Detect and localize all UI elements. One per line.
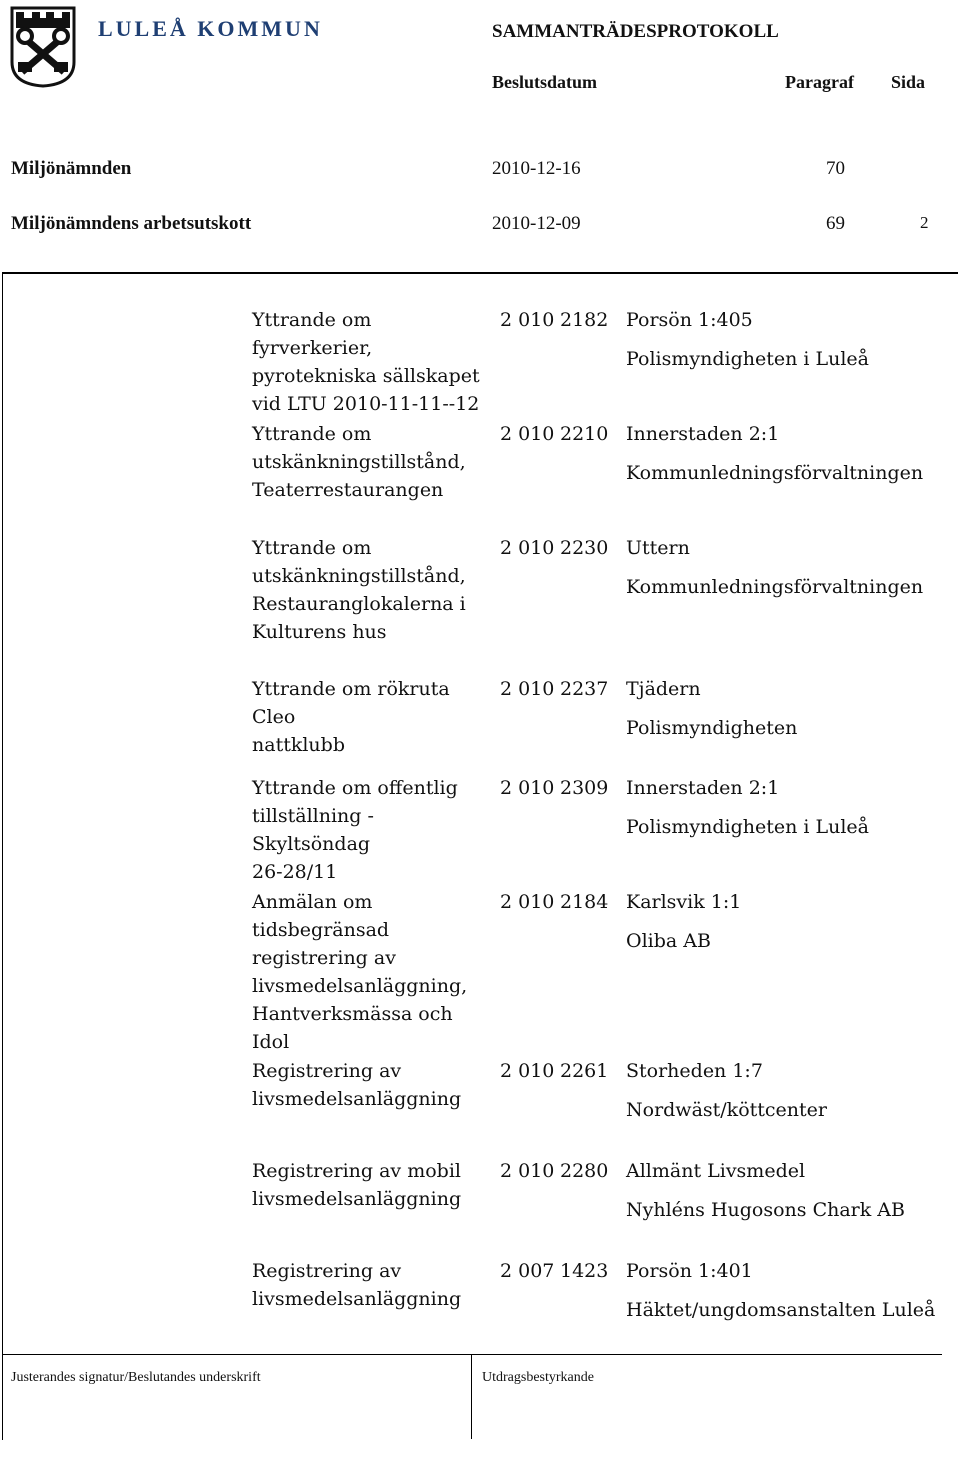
applicant-party: Nordwäst/köttcenter [626,1099,827,1121]
certified-copy-label: Utdragsbestyrkande [482,1370,594,1385]
coat-of-arms-logo [10,6,76,88]
matter-title-line: Kulturens hus [252,621,387,643]
case-number-serial: 2237 [560,678,609,700]
property-designation: Allmänt Livsmedel [626,1160,806,1182]
matter-title-line: Yttrande om [252,537,372,559]
case-number-year: 2 010 [500,891,555,913]
matter-title [252,675,492,759]
matter-title [252,1057,492,1113]
case-number-serial: 2184 [560,891,609,913]
matter-title [252,306,492,418]
property-designation: Innerstaden 2:1 [626,423,780,445]
matter-title [252,888,492,1056]
matter-title-line: Yttrande om [252,423,372,445]
case-number-serial: 2230 [560,537,609,559]
applicant-party: Häktet/ungdomsanstalten Luleå [626,1299,936,1321]
case-number-serial: 2182 [560,309,609,331]
matter-title-line: Anmälan om [252,891,373,913]
matter-title-line: 26-28/11 [252,861,338,883]
matter-title-line: Yttrande om rökruta Cleo [252,678,450,728]
matter-title-line: nattklubb [252,734,345,756]
footer-column-divider [471,1354,472,1439]
applicant-party: Polismyndigheten i Luleå [626,348,870,370]
matter-title-line: Hantverksmässa och Idol [252,1003,453,1053]
matter-title-line: utskänkningstillstånd, [252,565,466,587]
property-designation: Karlsvik 1:1 [626,891,742,913]
case-number-year: 2 010 [500,1060,555,1082]
page-number: 2 [920,213,929,232]
case-number-serial: 2280 [560,1160,609,1182]
meeting-paragraph: 69 [826,213,845,234]
matter-title-line: utskänkningstillstånd, [252,451,466,473]
case-number-year: 2 010 [500,309,555,331]
matter-title [252,774,492,886]
case-number-year: 2 010 [500,423,555,445]
signature-label: Justerandes signatur/Beslutandes underskrift [11,1370,261,1385]
case-number-serial: 2261 [560,1060,609,1082]
matter-title-line: registrering av [252,947,396,969]
property-designation: Storheden 1:7 [626,1060,763,1082]
matter-title-line: livsmedelsanläggning [252,1088,462,1110]
applicant-party: Polismyndigheten [626,717,798,739]
meeting-name: Miljönämndens arbetsutskott [11,213,252,234]
footer-divider [2,1354,942,1355]
matter-title-line: Registrering av [252,1060,402,1082]
matter-title [252,420,492,504]
column-label-paragraph: Paragraf [785,72,854,92]
case-number-serial: 2210 [560,423,609,445]
matter-title-line: livsmedelsanläggning, [252,975,468,997]
property-designation: Uttern [626,537,690,559]
case-number-year: 2 007 [500,1260,555,1282]
matter-title-line: pyrotekniska sällskapet [252,365,480,387]
matter-title-line: tidsbegränsad [252,919,390,941]
applicant-party: Oliba AB [626,930,711,952]
matter-title-line: Registrering av mobil [252,1160,461,1182]
matter-title-line: Registrering av [252,1260,402,1282]
case-number-serial: 1423 [560,1260,609,1282]
meeting-paragraph: 70 [826,158,845,179]
column-label-page: Sida [891,72,926,92]
organization-name: LULEÅ KOMMUN [98,16,323,41]
property-designation: Porsön 1:405 [626,309,753,331]
matter-title-line: livsmedelsanläggning [252,1188,462,1210]
matter-title [252,1257,492,1313]
case-number-year: 2 010 [500,678,555,700]
meeting-date: 2010-12-16 [492,158,581,179]
meeting-date: 2010-12-09 [492,213,581,234]
applicant-party: Nyhléns Hugosons Chark AB [626,1199,905,1221]
matter-title-line: tillställning - Skyltsöndag [252,805,374,855]
applicant-party: Kommunledningsförvaltningen [626,576,924,598]
document-type: SAMMANTRÄDESPROTOKOLL [492,21,779,42]
matter-title-line: Yttrande om fyrverkerier, [252,309,373,359]
property-designation: Innerstaden 2:1 [626,777,780,799]
meeting-name: Miljönämnden [11,158,132,179]
case-number-year: 2 010 [500,777,555,799]
matter-title-line: vid LTU 2010-11-11--12 [252,393,480,415]
applicant-party: Polismyndigheten i Luleå [626,816,870,838]
matter-title-line: livsmedelsanläggning [252,1288,462,1310]
applicant-party: Kommunledningsförvaltningen [626,462,924,484]
matter-title-line: Restauranglokalerna i [252,593,466,615]
case-number-year: 2 010 [500,537,555,559]
matter-title [252,1157,492,1213]
case-number-year: 2 010 [500,1160,555,1182]
matter-title-line: Yttrande om offentlig [252,777,458,799]
matter-title [252,534,492,646]
case-number-serial: 2309 [560,777,609,799]
property-designation: Porsön 1:401 [626,1260,753,1282]
column-label-decision-date: Beslutsdatum [492,72,598,92]
property-designation: Tjädern [626,678,701,700]
matter-title-line: Teaterrestaurangen [252,479,444,501]
